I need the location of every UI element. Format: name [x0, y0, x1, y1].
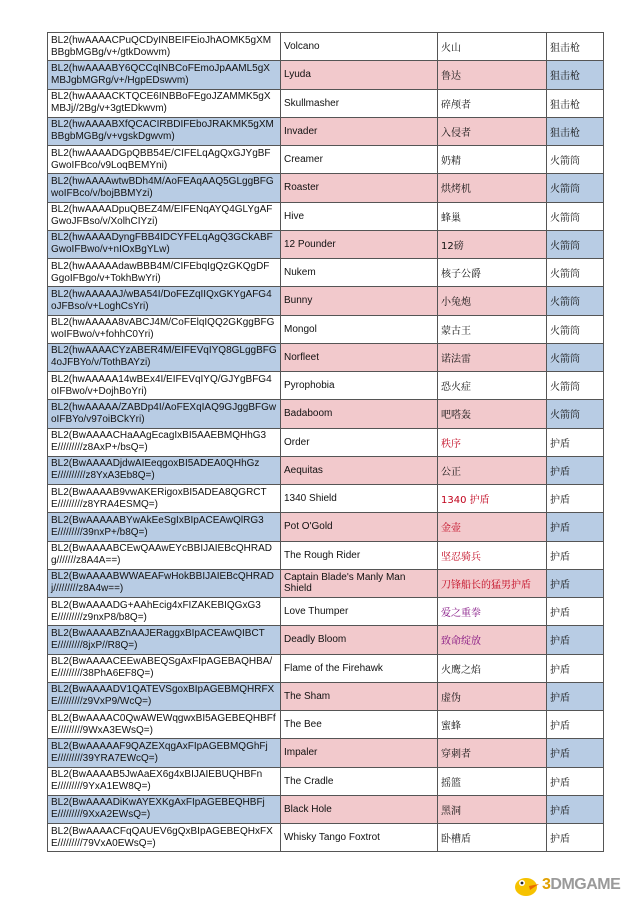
item-name-cn-cell: 核子公爵 [438, 259, 547, 287]
table-row [48, 711, 604, 739]
table-row [48, 372, 604, 400]
table-row [48, 287, 604, 315]
shift-code-cell: BL2(hwAAAADpuQBEZ4M/EIFENqAYQ4GLYgAFGwoJFBso/v/XolhCIYzi) [48, 202, 281, 230]
item-name-cell: 1340 Shield [281, 485, 438, 513]
shift-code-cell: BL2(hwAAAACKTQCE6INBBoFEgoJZAMMK5gXMBJj//2Bg/v+3gtEDkwvm) [48, 89, 281, 117]
item-name-cell: Norfleet [281, 343, 438, 371]
item-name-cell: Nukem [281, 259, 438, 287]
item-name-cn-cell: 恐火症 [438, 372, 547, 400]
shift-code-cell: BL2(hwAAAACPuQCDyINBEIFEioJhAOMK5gXMBBgbMGBg/v+/gtkDowvm) [48, 33, 281, 61]
item-name-cn-cell: 鲁达 [438, 61, 547, 89]
item-name-cell: Impaler [281, 739, 438, 767]
shift-code-cell: BL2(BwAAAAAF9QAZEXqgAxFIpAGEBMQGhFjE/////////39YRA7EWcQ=) [48, 739, 281, 767]
category-cell: 火箭筒 [547, 202, 604, 230]
shift-code-cell: BL2(hwAAAAAJ/wBA54I/DoFEZqIIQxGKYgAFG4oJFBso/v+LoghCsYri) [48, 287, 281, 315]
shift-code-cell: BL2(BwAAAACFqQAUEV6gQxBIpAGEBEQHxFXE/////////79VxA0EWsQ=) [48, 824, 281, 852]
item-name-cn-cell: 金壶 [438, 513, 547, 541]
category-cell: 狙击枪 [547, 89, 604, 117]
item-name-cell: Hive [281, 202, 438, 230]
table-row [48, 400, 604, 428]
shift-code-cell: BL2(hwAAAAA8vABCJ4M/CoFElqIQQ2GKggBFGwoIFBwo/v+fohhC0Yri) [48, 315, 281, 343]
shift-code-cell: BL2(hwAAAABXfQCACIRBDIFEboJRAKMK5gXMBBgbMGBg/v+vgskDgwvm) [48, 117, 281, 145]
item-name-cell: Pot O'Gold [281, 513, 438, 541]
item-name-cn-cell: 秩序 [438, 428, 547, 456]
table-row [48, 146, 604, 174]
item-name-cn-cell: 坚忍骑兵 [438, 541, 547, 569]
category-cell: 火箭筒 [547, 315, 604, 343]
item-name-cell: Order [281, 428, 438, 456]
table-row [48, 259, 604, 287]
item-name-cell: 12 Pounder [281, 230, 438, 258]
table-row [48, 654, 604, 682]
item-name-cn-cell: 火鹰之焰 [438, 654, 547, 682]
shift-code-cell: BL2(BwAAAADiKwAYEXKgAxFIpAGEBEQHBFjE/////////9XxA2EWsQ=) [48, 795, 281, 823]
shift-code-table-body [48, 33, 604, 852]
table-row [48, 541, 604, 569]
item-name-cell: Lyuda [281, 61, 438, 89]
item-name-cn-cell: 蜂巢 [438, 202, 547, 230]
table-row [48, 174, 604, 202]
item-name-cn-cell: 虚伪 [438, 682, 547, 710]
item-name-cell: Roaster [281, 174, 438, 202]
category-cell: 护盾 [547, 541, 604, 569]
item-name-cn-cell: 奶精 [438, 146, 547, 174]
item-name-cn-cell: 诺法雷 [438, 343, 547, 371]
table-row [48, 33, 604, 61]
table-row [48, 513, 604, 541]
category-cell: 护盾 [547, 513, 604, 541]
item-name-cell: Pyrophobia [281, 372, 438, 400]
shift-code-cell: BL2(BwAAAADG+AAhEcig4xFIZAKEBIQGxG3E/////////z9nxP8/b8Q=) [48, 598, 281, 626]
table-row [48, 682, 604, 710]
category-cell: 护盾 [547, 654, 604, 682]
table-row [48, 485, 604, 513]
table-row [48, 795, 604, 823]
category-cell: 护盾 [547, 711, 604, 739]
item-name-cell: Whisky Tango Foxtrot [281, 824, 438, 852]
item-name-cn-cell: 碎颅者 [438, 89, 547, 117]
category-cell: 护盾 [547, 456, 604, 484]
shift-code-cell: BL2(hwAAAACYzABER4M/EIFEVqIYQ8GLggBFG4oJFBYo/v/TothBAYzi) [48, 343, 281, 371]
item-name-cn-cell: 火山 [438, 33, 547, 61]
duck-mascot-icon [512, 871, 540, 899]
shift-code-cell: BL2(hwAAAAA/ZABDp4I/AoFEXqIAQ9GJggBFGwoIFBYo/v97oiBCkYri) [48, 400, 281, 428]
item-name-cn-cell: 爱之重拳 [438, 598, 547, 626]
watermark-logo [512, 870, 636, 900]
shift-code-cell: BL2(BwAAAABCEwQAAwEYcBBIJAIEBcQHRADg///////z8A4A==) [48, 541, 281, 569]
table-row [48, 569, 604, 597]
item-name-cell: Skullmasher [281, 89, 438, 117]
table-row [48, 315, 604, 343]
category-cell: 火箭筒 [547, 372, 604, 400]
table-row [48, 598, 604, 626]
shift-code-cell: BL2(BwAAAAB9vwAKERigoxBI5ADEA8QGRCTE/////////z8YRA4ESMQ=) [48, 485, 281, 513]
shift-code-cell: BL2(BwAAAACEEwABEQSgAxFIpAGEBAQHBA/E/////////38PhA6EF8Q=) [48, 654, 281, 682]
shift-code-cell: BL2(BwAAAACHaAAgEcagIxBI5AAEBMQHhG3E/////////z8AxP+/bsQ=) [48, 428, 281, 456]
table-row [48, 61, 604, 89]
item-name-cn-cell: 12磅 [438, 230, 547, 258]
shift-code-cell: BL2(hwAAAAAdawBBB4M/CIFEbqIgQzGKQgDFGgoIFBgo/v+TokhBwYri) [48, 259, 281, 287]
item-name-cn-cell: 刀锋船长的猛男护盾 [438, 569, 547, 597]
table-row [48, 230, 604, 258]
category-cell: 护盾 [547, 428, 604, 456]
watermark-text: 3DMGAME [542, 876, 621, 893]
category-cell: 狙击枪 [547, 61, 604, 89]
shift-code-cell: BL2(BwAAAAABYwAkEeSgIxBIpACEAwQlRG3E/////////39nxP+/b8Q=) [48, 513, 281, 541]
category-cell: 护盾 [547, 569, 604, 597]
category-cell: 护盾 [547, 485, 604, 513]
table-row [48, 343, 604, 371]
shift-code-cell: BL2(hwAAAADGpQBB54E/CIFELqAgQxGJYgBFGwoIFBco/v9LoqBEMYni) [48, 146, 281, 174]
table-row [48, 202, 604, 230]
item-name-cn-cell: 黑洞 [438, 795, 547, 823]
item-name-cn-cell: 入侵者 [438, 117, 547, 145]
item-name-cell: Invader [281, 117, 438, 145]
shift-code-cell: BL2(BwAAAAB5JwAaEX6g4xBIJAIEBUQHBFnE/////////9YxA1EW8Q=) [48, 767, 281, 795]
item-name-cn-cell: 卧槽盾 [438, 824, 547, 852]
category-cell: 护盾 [547, 682, 604, 710]
item-name-cell: Flame of the Firehawk [281, 654, 438, 682]
item-name-cell: Aequitas [281, 456, 438, 484]
shift-code-cell: BL2(BwAAAABWWAEAFwHokBBIJAIEBcQHRADj/////////z8A4w==) [48, 569, 281, 597]
item-name-cell: Deadly Bloom [281, 626, 438, 654]
table-row [48, 824, 604, 852]
category-cell: 火箭筒 [547, 174, 604, 202]
category-cell: 护盾 [547, 739, 604, 767]
category-cell: 火箭筒 [547, 146, 604, 174]
item-name-cn-cell: 烘烤机 [438, 174, 547, 202]
category-cell: 护盾 [547, 795, 604, 823]
item-name-cell: Captain Blade's Manly Man Shield [281, 569, 438, 597]
item-name-cn-cell: 穿刺者 [438, 739, 547, 767]
item-name-cell: The Rough Rider [281, 541, 438, 569]
item-name-cell: Mongol [281, 315, 438, 343]
item-name-cn-cell: 摇篮 [438, 767, 547, 795]
shift-code-cell: BL2(hwAAAADyngFBB4IDCYFELqAgQ3GCkABFGwoIFBwo/v+nIOxBgYLw) [48, 230, 281, 258]
category-cell: 火箭筒 [547, 287, 604, 315]
shift-code-cell: BL2(hwAAAABY6QCCqINBCoFEmoJpAAML5gXMBJgbMGRg/v+/HgpEDswvm) [48, 61, 281, 89]
item-name-cell: Creamer [281, 146, 438, 174]
item-name-cell: The Sham [281, 682, 438, 710]
item-name-cell: The Cradle [281, 767, 438, 795]
category-cell: 火箭筒 [547, 400, 604, 428]
category-cell: 狙击枪 [547, 117, 604, 145]
table-row [48, 739, 604, 767]
item-name-cell: Bunny [281, 287, 438, 315]
shift-code-cell: BL2(BwAAAADV1QATEVSgoxBIpAGEBMQHRFXE/////////z9VxP9/WcQ=) [48, 682, 281, 710]
category-cell: 火箭筒 [547, 259, 604, 287]
shift-code-cell: BL2(BwAAAABZnAAJERaggxBIpACEAwQIBCTE/////////8jxP//R8Q=) [48, 626, 281, 654]
item-name-cn-cell: 蜜蜂 [438, 711, 547, 739]
table-row [48, 626, 604, 654]
item-name-cn-cell: 蒙古王 [438, 315, 547, 343]
item-name-cn-cell: 吧嗒轰 [438, 400, 547, 428]
category-cell: 护盾 [547, 598, 604, 626]
shift-code-cell: BL2(BwAAAADjdwAIEeqgoxBI5ADEA0QHhGzE//////////z8YxA3Eb8Q=) [48, 456, 281, 484]
item-name-cn-cell: 小兔炮 [438, 287, 547, 315]
table-row [48, 117, 604, 145]
item-name-cell: Love Thumper [281, 598, 438, 626]
category-cell: 火箭筒 [547, 230, 604, 258]
item-name-cell: Volcano [281, 33, 438, 61]
category-cell: 护盾 [547, 824, 604, 852]
shift-code-cell: BL2(BwAAAAC0QwAWEWqgwxBI5AGEBEQHBFfE/////////9WxA3EWsQ=) [48, 711, 281, 739]
shift-code-cell: BL2(hwAAAAA14wBEx4I/EIFEVqIYQ/GJYgBFG4oIFBwo/v+DojhBoYri) [48, 372, 281, 400]
category-cell: 护盾 [547, 626, 604, 654]
table-row [48, 767, 604, 795]
item-name-cell: The Bee [281, 711, 438, 739]
item-name-cell: Black Hole [281, 795, 438, 823]
item-name-cell: Badaboom [281, 400, 438, 428]
table-row [48, 89, 604, 117]
shift-code-table [47, 32, 604, 852]
item-name-cn-cell: 1340 护盾 [438, 485, 547, 513]
category-cell: 狙击枪 [547, 33, 604, 61]
category-cell: 护盾 [547, 767, 604, 795]
table-row [48, 456, 604, 484]
item-name-cn-cell: 公正 [438, 456, 547, 484]
shift-code-cell: BL2(hwAAAAwtwBDh4M/AoFEAqAAQ5GLggBFGwoIFBco/v/bojBBMYzi) [48, 174, 281, 202]
table-row [48, 428, 604, 456]
category-cell: 火箭筒 [547, 343, 604, 371]
item-name-cn-cell: 致命绽放 [438, 626, 547, 654]
